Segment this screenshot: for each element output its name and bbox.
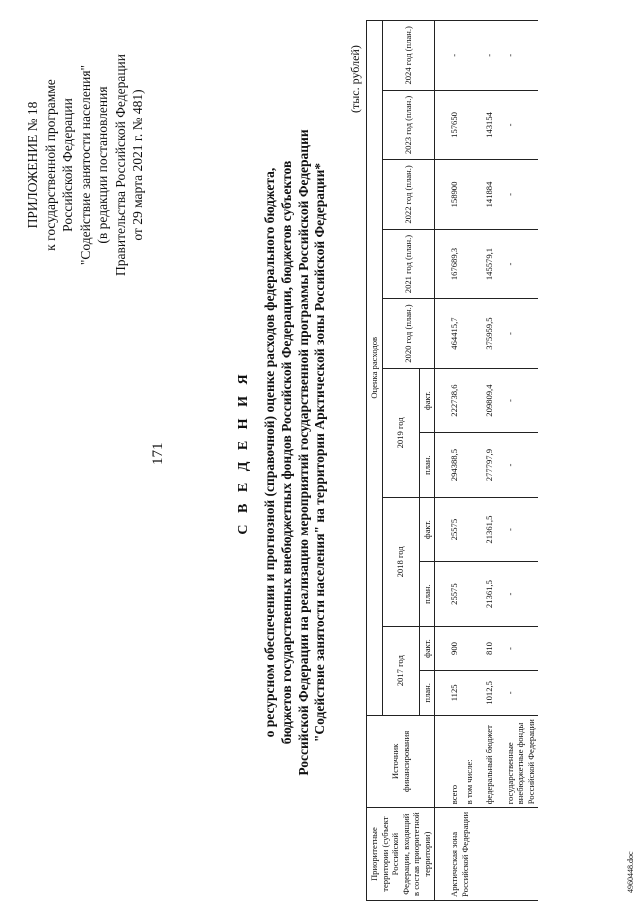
source-cell: в том числе:: [462, 715, 477, 808]
value-cell: -: [497, 21, 539, 91]
table-row: [447, 21, 462, 901]
territory-cell: Арктическая зона Российской Федерации: [447, 808, 538, 901]
value-cell: 222738,6: [447, 368, 462, 433]
unit-label: (тыс. рублей): [348, 45, 362, 113]
value-cell: 810: [476, 626, 497, 670]
appendix-line: (в редакции постановления: [95, 86, 110, 244]
subtitle-line: "Содействие занятости населения" на территории Арктической зоны Российской Федерации*: [312, 162, 328, 743]
header-forecast-2023: 2023 год (план.): [382, 90, 435, 160]
value-cell: 143154: [476, 90, 497, 160]
value-cell: -: [497, 299, 539, 369]
source-cell: федеральный бюджет: [476, 715, 497, 808]
appendix-line: к государственной программе: [42, 79, 58, 251]
table-row: [497, 21, 539, 901]
subtitle-line: бюджетов государственных внебюджетных фондов Российской Федерации, бюджетов субъектов: [278, 160, 294, 745]
value-cell: 141884: [476, 160, 497, 230]
value-cell: 464415,7: [447, 299, 462, 369]
header-year-2019: 2019 год: [382, 368, 419, 497]
header-plan: план.: [419, 433, 435, 498]
subtitle-line: Российской Федерации на реализацию мероприятий государственной программы Российской Федерации: [295, 129, 311, 776]
header-year-2018: 2018 год: [382, 497, 419, 626]
expenditure-table: [366, 20, 538, 901]
value-cell: 167689,3: [447, 229, 462, 299]
value-cell: -: [476, 21, 497, 91]
value-cell: -: [497, 562, 539, 627]
header-source: Источник финансирования: [367, 715, 435, 808]
header-fact: факт.: [419, 368, 435, 433]
value-cell: 157650: [447, 90, 462, 160]
header-year-2017: 2017 год: [382, 626, 419, 715]
value-cell: -: [497, 160, 539, 230]
value-cell: -: [497, 671, 539, 715]
value-cell: -: [497, 229, 539, 299]
header-forecast-2020: 2020 год (план.): [382, 299, 435, 369]
subtitle-line: о ресурсном обеспечении и прогнозной (справочной) оценке расходов федерального бюджета,: [262, 167, 277, 738]
value-cell: -: [497, 433, 539, 498]
appendix-line: ПРИЛОЖЕНИЕ № 18: [25, 101, 40, 229]
appendix-line: от 29 марта 2021 г. № 481): [130, 89, 145, 241]
value-cell: 375959,5: [476, 299, 497, 369]
value-cell: 25575: [447, 562, 462, 627]
value-cell: 209809,4: [476, 368, 497, 433]
header-plan: план.: [419, 562, 435, 627]
value-cell: -: [497, 497, 539, 562]
value-cell: -: [497, 90, 539, 160]
header-plan: план.: [419, 671, 435, 715]
value-cell: -: [497, 626, 539, 670]
table-row: [462, 21, 477, 901]
document-title: С В Е Д Е Н И Я: [236, 370, 251, 535]
value-cell: 21361,5: [476, 562, 497, 627]
appendix-line: Правительства Российской Федерации: [112, 54, 128, 276]
source-cell: государственные внебюджетные фонды Российской Федерации: [497, 715, 539, 808]
source-cell: всего: [447, 715, 462, 808]
header-forecast-2022: 2022 год (план.): [382, 160, 435, 230]
document-subtitle: [262, 60, 329, 845]
page-number: 171: [150, 442, 166, 465]
header-forecast-2024: 2024 год (план.): [382, 21, 435, 91]
header-expense-estimate: Оценка расходов: [367, 21, 383, 716]
appendix-line: Российской Федерации: [60, 98, 75, 232]
value-cell: 25575: [447, 497, 462, 562]
value-cell: 1012,5: [476, 671, 497, 715]
header-territory: Приоритетные территории (субъект Российской Федерации, входящий в состав приоритетной территории): [367, 808, 435, 901]
value-cell: 158900: [447, 160, 462, 230]
value-cell: 277797,9: [476, 433, 497, 498]
value-cell: -: [497, 368, 539, 433]
header-fact: факт.: [419, 497, 435, 562]
value-cell: 900: [447, 626, 462, 670]
value-cell: 1125: [447, 671, 462, 715]
value-cell: -: [447, 21, 462, 91]
value-cell: 145579,1: [476, 229, 497, 299]
header-forecast-2021: 2021 год (план.): [382, 229, 435, 299]
document-code: 4960448.doc: [626, 851, 635, 893]
table-row: [476, 21, 497, 901]
header-fact: факт.: [419, 626, 435, 670]
value-cell: 21361,5: [476, 497, 497, 562]
value-cell: 294388,5: [447, 433, 462, 498]
appendix-line: "Содействие занятости населения": [77, 64, 93, 266]
appendix-block: [24, 5, 147, 325]
